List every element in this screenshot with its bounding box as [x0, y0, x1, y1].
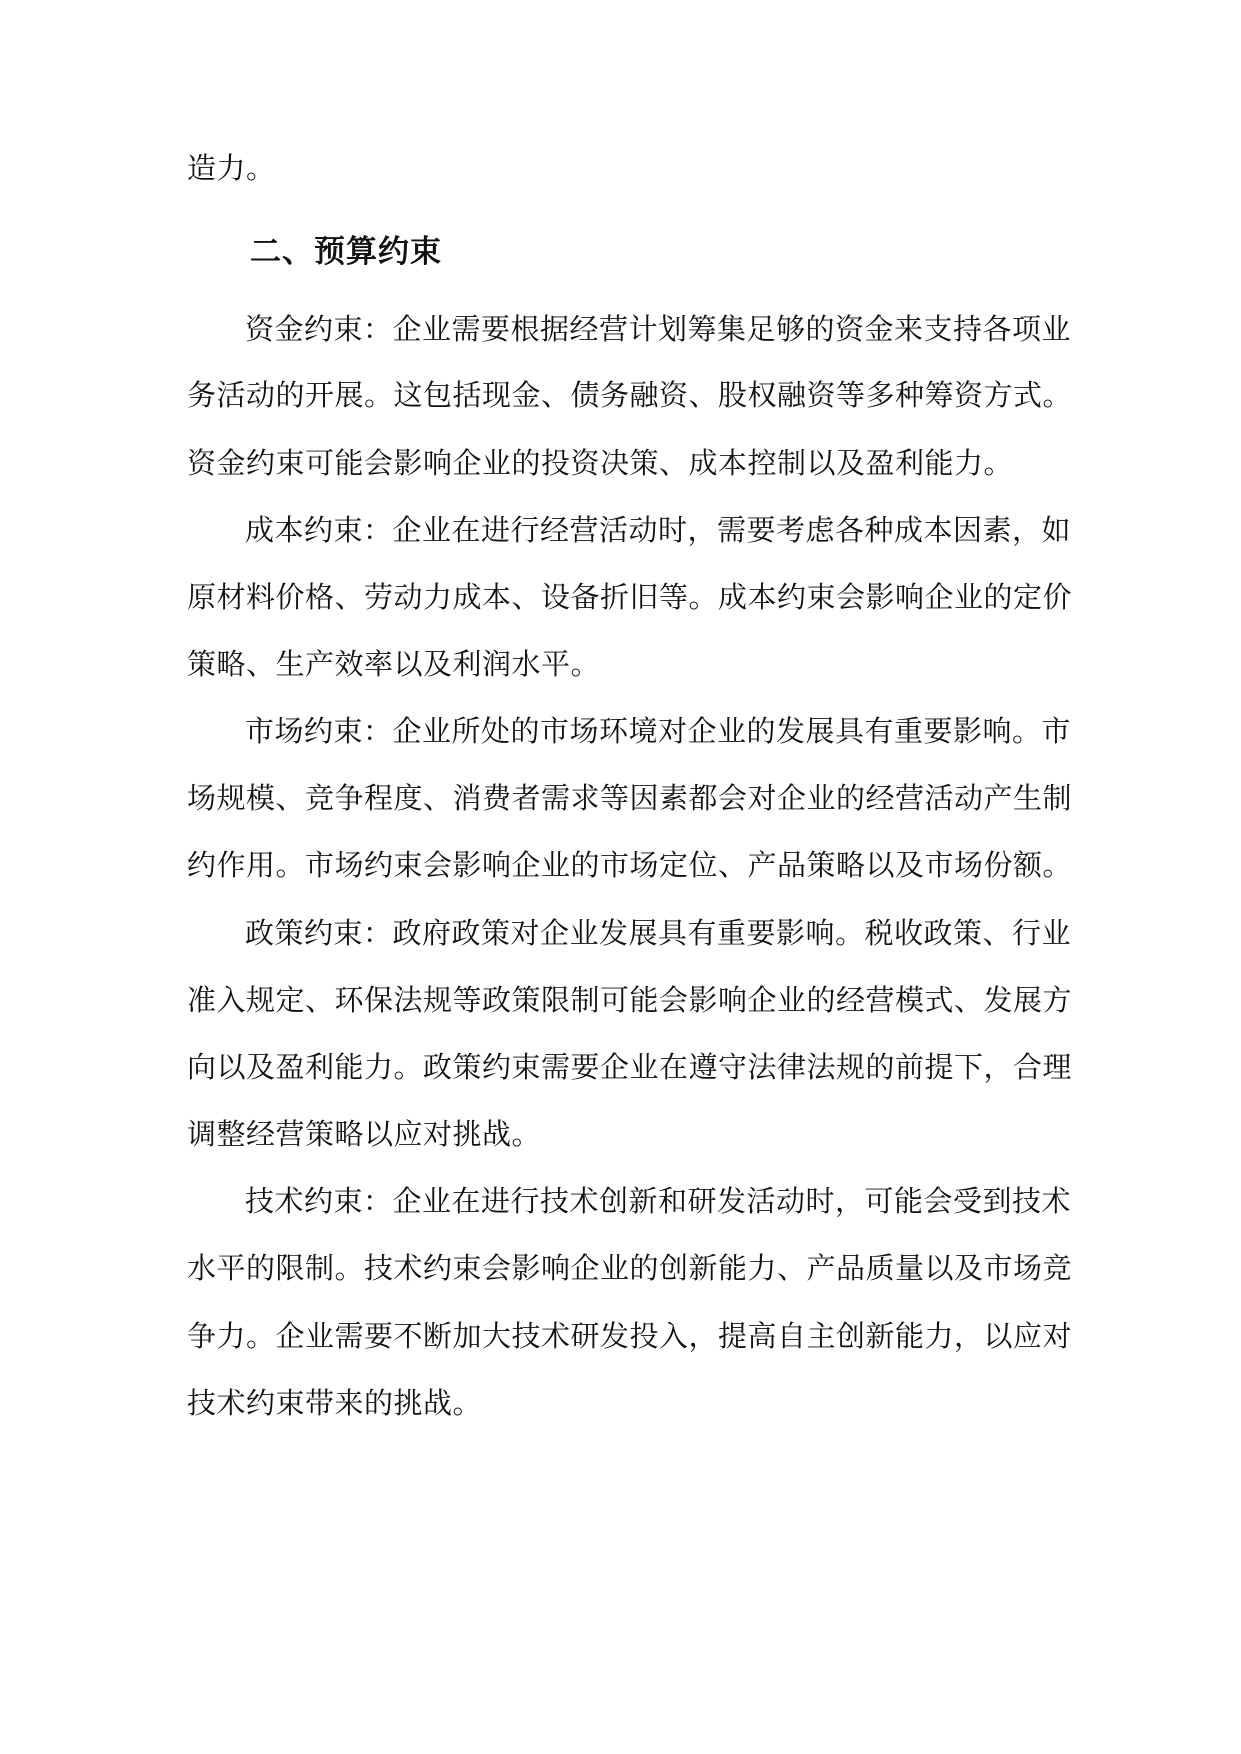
paragraph-line: 资金约束可能会影响企业的投资决策、成本控制以及盈利能力。: [187, 446, 1014, 480]
intro-tail-text: 造力。: [187, 151, 276, 185]
section-heading: 二、预算约束: [250, 234, 442, 270]
paragraph-line: 技术约束带来的挑战。: [187, 1386, 483, 1420]
paragraph-line: 场规模、竞争程度、消费者需求等因素都会对企业的经营活动产生制: [187, 781, 1073, 815]
paragraph-line: 技术约束：企业在进行技术创新和研发活动时，可能会受到技术: [245, 1184, 1072, 1218]
paragraph-line: 原材料价格、劳动力成本、设备折旧等。成本约束会影响企业的定价: [187, 580, 1073, 614]
paragraph-line: 约作用。市场约束会影响企业的市场定位、产品策略以及市场份额。: [187, 848, 1073, 882]
paragraph-line: 水平的限制。技术约束会影响企业的创新能力、产品质量以及市场竞: [187, 1251, 1073, 1285]
paragraph-line: 策略、生产效率以及利润水平。: [187, 647, 601, 681]
paragraph-line: 市场约束：企业所处的市场环境对企业的发展具有重要影响。市: [245, 714, 1072, 748]
paragraph-line: 资金约束：企业需要根据经营计划筹集足够的资金来支持各项业: [245, 312, 1072, 346]
paragraph-line: 准入规定、环保法规等政策限制可能会影响企业的经营模式、发展方: [187, 983, 1073, 1017]
paragraph-line: 争力。企业需要不断加大技术研发投入，提高自主创新能力，以应对: [187, 1319, 1073, 1353]
paragraph-line: 调整经营策略以应对挑战。: [187, 1117, 542, 1151]
paragraph-line: 成本约束：企业在进行经营活动时，需要考虑各种成本因素，如: [245, 513, 1072, 547]
paragraph-line: 务活动的开展。这包括现金、债务融资、股权融资等多种筹资方式。: [187, 378, 1073, 412]
paragraph-line: 政策约束：政府政策对企业发展具有重要影响。税收政策、行业: [245, 916, 1072, 950]
paragraph-line: 向以及盈利能力。政策约束需要企业在遵守法律法规的前提下，合理: [187, 1050, 1073, 1084]
